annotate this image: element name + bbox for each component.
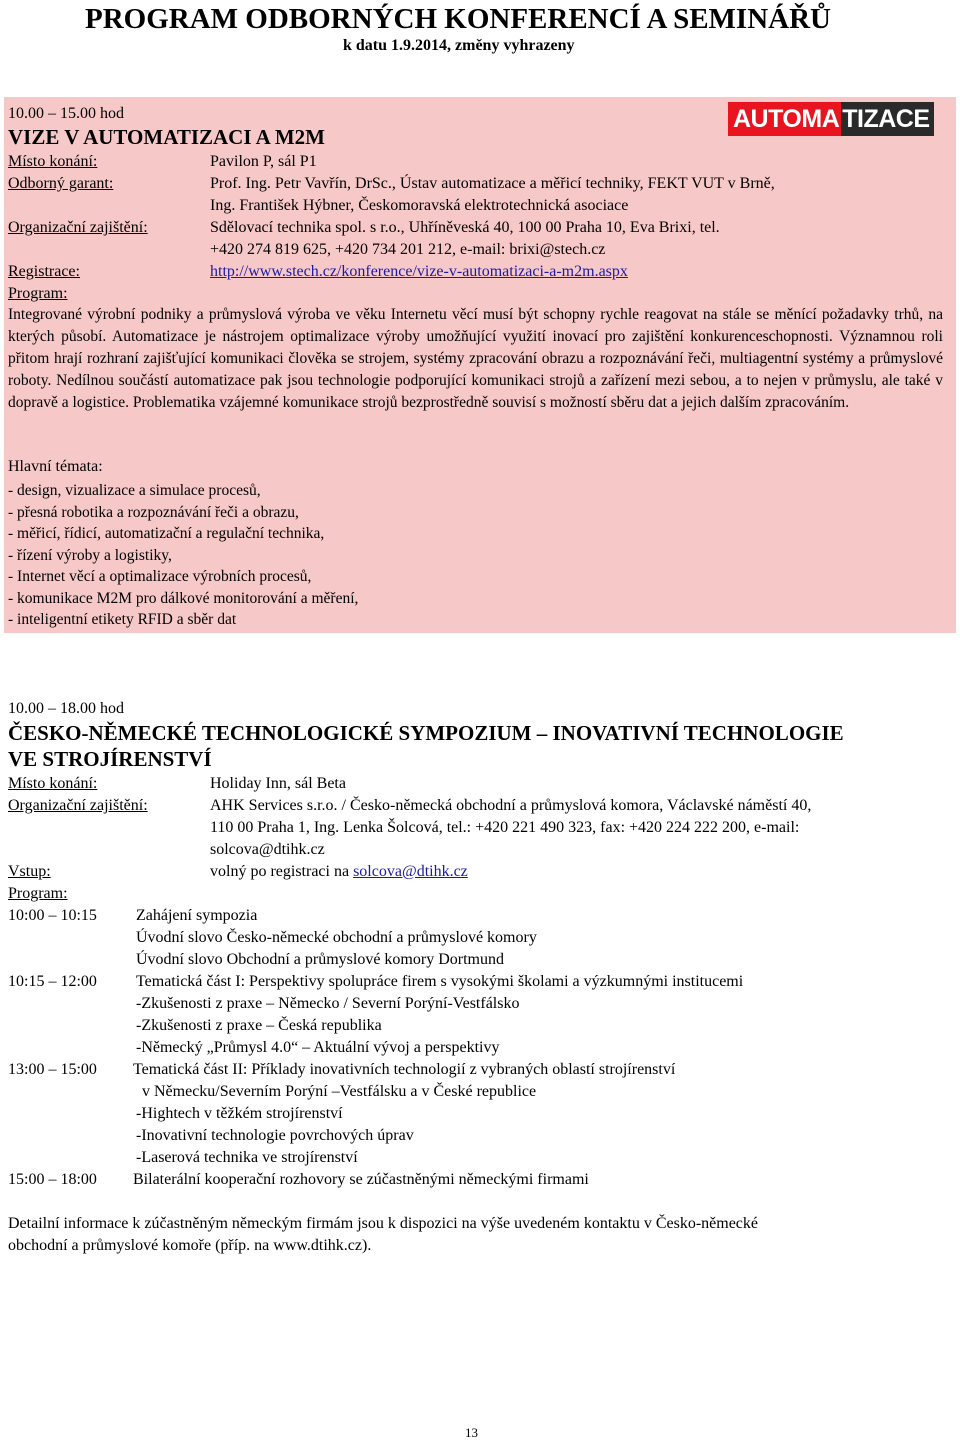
event1-title: VIZE V AUTOMATIZACI A M2M (8, 125, 325, 149)
event2-footer-note-line1: Detailní informace k zúčastněným německým firmám jsou k dispozici na výše uvedeném kontaktu v Česko-německé (8, 1215, 758, 1232)
list-item: - inteligentní etikety RFID a sběr dat (8, 611, 237, 628)
event1-guarantor-label: Odborný garant: (8, 175, 114, 192)
event2-entry-label: Vstup: (8, 863, 51, 880)
event2-organizer-line1: AHK Services s.r.o. / Česko-německá obchodní a průmyslová komora, Václavské náměstí 40, (210, 797, 812, 814)
event2-organizer-label: Organizační zajištění: (8, 797, 148, 814)
list-item: - přesná robotika a rozpoznávání řeči a obrazu, (8, 503, 299, 521)
event1-program-label: Program: (8, 285, 68, 302)
event2-organizer-line3: solcova@dtihk.cz (210, 841, 325, 858)
event2-program-label: Program: (8, 885, 68, 902)
event1-topics-label: Hlavní témata: (8, 458, 103, 475)
event2-venue: Holiday Inn, sál Beta (210, 775, 346, 792)
event2-title-line2: VE STROJÍRENSTVÍ (8, 747, 212, 771)
event1-venue-label: Místo konání: (8, 153, 98, 170)
event2-footer-note-line2: obchodní a průmyslové komoře (příp. na www.dtihk.cz). (8, 1237, 372, 1254)
event2-entry (210, 861, 468, 883)
page-number: 13 (465, 1425, 478, 1440)
schedule-line: -Laserová technika ve strojírenství (136, 1149, 358, 1166)
schedule-line: -Inovativní technologie povrchových úprav (136, 1127, 414, 1144)
list-item: - měřicí, řídicí, automatizační a regulační technika, (8, 525, 325, 542)
schedule-line: Bilaterální kooperační rozhovory se zúčastněnými německými firmami (133, 1171, 589, 1188)
automatizace-logo: AUTOMA TIZACE (728, 102, 934, 136)
document-subtitle: k datu 1.9.2014, změny vyhrazeny (343, 37, 575, 54)
event2-entry-text: volný po registraci na (210, 863, 354, 880)
event1-guarantor-line2: Ing. František Hýbner, Českomoravská elektrotechnická asociace (210, 197, 629, 214)
schedule-line: Tematická část I: Perspektivy spolupráce firem s vysokými školami a výzkumnými institucemi (136, 973, 744, 990)
schedule-line: -Německý „Průmysl 4.0“ – Aktuální vývoj a perspektivy (136, 1039, 500, 1056)
event1-organizer-line2: +420 274 819 625, +420 734 201 212, e-mail: brixi@stech.cz (210, 241, 606, 258)
event1-registration-label: Registrace: (8, 263, 80, 280)
event2-venue-label: Místo konání: (8, 775, 98, 792)
event1-venue: Pavilon P, sál P1 (210, 153, 317, 170)
list-item: - design, vizualizace a simulace procesů, (8, 482, 261, 499)
event2-entry-link[interactable]: solcova@dtihk.cz (353, 863, 468, 880)
event2-organizer-line2: 110 00 Praha 1, Ing. Lenka Šolcová, tel.: +420 221 490 323, fax: +420 224 222 200, e-mail: (210, 819, 800, 836)
event2-title-line1: ČESKO-NĚMECKÉ TECHNOLOGICKÉ SYMPOZIUM – INOVATIVNÍ TECHNOLOGIE (8, 721, 844, 745)
event1-registration-link[interactable]: http://www.stech.cz/konference/vize-v-automatizaci-a-m2m.aspx (210, 263, 628, 280)
list-item: - řízení výroby a logistiky, (8, 546, 172, 564)
event1-organizer-line1: Sdělovací technika spol. s r.o., Uhříněveská 40, 100 00 Praha 10, Eva Brixi, tel. (210, 219, 720, 236)
document-title: PROGRAM ODBORNÝCH KONFERENCÍ A SEMINÁŘŮ (85, 3, 831, 35)
schedule-line: Zahájení sympozia (136, 907, 258, 924)
event2-time: 10.00 – 18.00 hod (8, 700, 124, 717)
schedule-line: Úvodní slovo Česko-německé obchodní a průmyslové komory (136, 929, 537, 946)
schedule-time: 10:15 – 12:00 (8, 973, 97, 990)
schedule-time: 10:00 – 10:15 (8, 907, 97, 924)
event1-guarantor-line1: Prof. Ing. Petr Vavřín, DrSc., Ústav automatizace a měřicí techniky, FEKT VUT v Brně, (210, 175, 775, 192)
schedule-time: 13:00 – 15:00 (8, 1061, 97, 1078)
schedule-time: 15:00 – 18:00 (8, 1171, 97, 1188)
event1-description: Integrované výrobní podniky a průmyslová výroba ve věku Internetu věcí musí být schopny rychle reagovat na stále se měnící požadavky trhů, na kterých působí. Automatizace je nástrojem optimalizace výroby umožňující využití inovací pro zajištění konkurenceschopnosti. Významnou roli přitom hrají rozhraní zajišťující komunikaci člověka se strojem, systémy zpracování obrazu a rozpoznávání řeči, multiagentní systémy a průmyslové roboty. Nedílnou součástí automatizace pak jsou technologie podporující komunikaci strojů a zařízení mezi sebou, a to nejen v průmyslu, ale také v dopravě a logistice. Problematika vzájemné komunikace strojů bezprostředně souvisí s možností sběru dat a jejich dalším zpracováním. (8, 306, 943, 411)
schedule-line: -Hightech v těžkém strojírenství (136, 1105, 343, 1122)
schedule-line: v Německu/Severním Porýní –Vestfálsku a v České republice (142, 1083, 537, 1100)
schedule-line: -Zkušenosti z praxe – Německo / Severní Porýní-Vestfálsko (136, 995, 520, 1012)
list-item: - Internet věcí a optimalizace výrobních procesů, (8, 568, 312, 585)
schedule-line: Tematická část II: Příklady inovativních technologií z vybraných oblastí strojírenství (133, 1061, 676, 1078)
list-item: - komunikace M2M pro dálkové monitorování a měření, (8, 589, 359, 607)
event1-organizer-label: Organizační zajištění: (8, 219, 148, 236)
schedule-line: -Zkušenosti z praxe – Česká republika (136, 1017, 382, 1034)
schedule-line: Úvodní slovo Obchodní a průmyslové komory Dortmund (136, 951, 504, 968)
event1-topics-list (8, 480, 358, 631)
event1-time: 10.00 – 15.00 hod (8, 105, 124, 122)
